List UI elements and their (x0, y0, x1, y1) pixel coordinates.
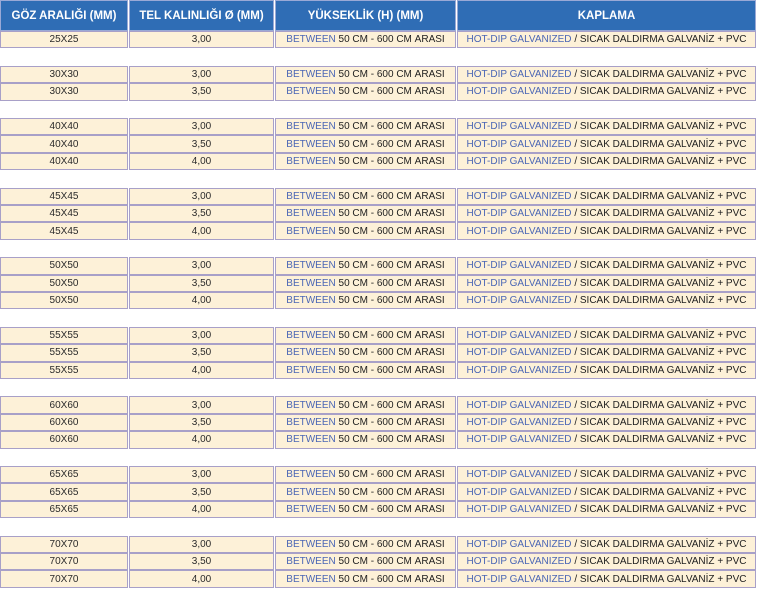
wire-thickness-cell: 4,00 (129, 570, 274, 587)
coating-cell (457, 501, 756, 518)
coating-separator: / (574, 503, 578, 515)
coating-cell (457, 292, 756, 309)
wire-thickness-cell: 3,00 (129, 66, 274, 83)
height-range: 50 CM - 600 CM (338, 347, 412, 359)
coating-separator: / (574, 86, 578, 98)
height-range: 50 CM - 600 CM (338, 121, 412, 133)
coating-turkish: SICAK DALDIRMA GALVANİZ + PVC (579, 556, 747, 568)
wire-thickness-cell: 3,50 (129, 275, 274, 292)
coating-separator: / (574, 260, 578, 272)
coating-turkish: SICAK DALDIRMA GALVANİZ + PVC (579, 469, 747, 481)
coating-separator: / (574, 121, 578, 133)
mesh-size-cell: 60X60 (0, 414, 128, 431)
mesh-size-cell: 60X60 (0, 431, 128, 448)
height-cell (275, 466, 456, 483)
mesh-size-cell: 65X65 (0, 483, 128, 500)
table-row (0, 570, 757, 587)
mesh-size-cell: 45X45 (0, 222, 128, 239)
height-suffix: ARASI (414, 556, 445, 568)
height-cell (275, 135, 456, 152)
coating-turkish: SICAK DALDIRMA GALVANİZ + PVC (579, 86, 747, 98)
table-row (0, 396, 757, 413)
table-row (0, 483, 757, 500)
mesh-size-cell: 40X40 (0, 153, 128, 170)
height-cell (275, 275, 456, 292)
height-suffix: ARASI (414, 399, 445, 411)
table-row (0, 257, 757, 274)
coating-separator: / (574, 329, 578, 341)
coating-english: HOT-DIP GALVANIZED (466, 486, 572, 498)
height-prefix: BETWEEN (286, 121, 336, 133)
coating-cell (457, 344, 756, 361)
height-cell (275, 188, 456, 205)
height-cell (275, 536, 456, 553)
height-cell (275, 66, 456, 83)
height-suffix: ARASI (414, 329, 445, 341)
height-cell (275, 501, 456, 518)
height-suffix: ARASI (414, 538, 445, 550)
coating-turkish: SICAK DALDIRMA GALVANİZ + PVC (579, 329, 747, 341)
height-range: 50 CM - 600 CM (338, 573, 412, 585)
height-prefix: BETWEEN (286, 416, 336, 428)
height-prefix: BETWEEN (286, 486, 336, 498)
height-suffix: ARASI (414, 347, 445, 359)
coating-turkish: SICAK DALDIRMA GALVANİZ + PVC (579, 416, 747, 428)
height-range: 50 CM - 600 CM (338, 486, 412, 498)
coating-cell (457, 327, 756, 344)
height-suffix: ARASI (414, 121, 445, 133)
height-cell (275, 257, 456, 274)
table-row (0, 292, 757, 309)
coating-turkish: SICAK DALDIRMA GALVANİZ + PVC (579, 295, 747, 307)
mesh-size-cell: 55X55 (0, 344, 128, 361)
height-prefix: BETWEEN (286, 138, 336, 150)
coating-english: HOT-DIP GALVANIZED (466, 556, 572, 568)
coating-separator: / (574, 190, 578, 202)
height-prefix: BETWEEN (286, 538, 336, 550)
coating-cell (457, 257, 756, 274)
coating-english: HOT-DIP GALVANIZED (466, 503, 572, 515)
height-prefix: BETWEEN (286, 329, 336, 341)
height-cell (275, 483, 456, 500)
height-cell (275, 83, 456, 100)
height-prefix: BETWEEN (286, 277, 336, 289)
height-cell (275, 553, 456, 570)
coating-cell (457, 31, 756, 48)
coating-turkish: SICAK DALDIRMA GALVANİZ + PVC (579, 486, 747, 498)
table-row (0, 31, 757, 48)
table-row (0, 135, 757, 152)
coating-cell (457, 135, 756, 152)
mesh-size-cell: 45X45 (0, 205, 128, 222)
table-row (0, 536, 757, 553)
height-prefix: BETWEEN (286, 155, 336, 167)
coating-separator: / (574, 68, 578, 80)
table-row (0, 501, 757, 518)
height-suffix: ARASI (414, 155, 445, 167)
coating-english: HOT-DIP GALVANIZED (466, 190, 572, 202)
coating-english: HOT-DIP GALVANIZED (466, 121, 572, 133)
wire-thickness-cell: 3,00 (129, 257, 274, 274)
coating-separator: / (574, 138, 578, 150)
coating-cell (457, 66, 756, 83)
table-row (0, 66, 757, 83)
height-range: 50 CM - 600 CM (338, 416, 412, 428)
mesh-size-cell: 45X45 (0, 188, 128, 205)
coating-turkish: SICAK DALDIRMA GALVANİZ + PVC (579, 347, 747, 359)
wire-thickness-cell: 4,00 (129, 362, 274, 379)
height-range: 50 CM - 600 CM (338, 295, 412, 307)
coating-cell (457, 536, 756, 553)
height-range: 50 CM - 600 CM (338, 190, 412, 202)
height-suffix: ARASI (414, 208, 445, 220)
height-prefix: BETWEEN (286, 364, 336, 376)
height-cell (275, 327, 456, 344)
height-suffix: ARASI (414, 486, 445, 498)
height-suffix: ARASI (414, 225, 445, 237)
coating-turkish: SICAK DALDIRMA GALVANİZ + PVC (579, 34, 747, 46)
coating-turkish: SICAK DALDIRMA GALVANİZ + PVC (579, 121, 747, 133)
coating-english: HOT-DIP GALVANIZED (466, 538, 572, 550)
coating-turkish: SICAK DALDIRMA GALVANİZ + PVC (579, 434, 747, 446)
height-cell (275, 396, 456, 413)
height-suffix: ARASI (414, 295, 445, 307)
coating-cell (457, 570, 756, 587)
mesh-size-cell: 65X65 (0, 501, 128, 518)
coating-separator: / (574, 208, 578, 220)
coating-cell (457, 205, 756, 222)
wire-thickness-cell: 3,00 (129, 31, 274, 48)
height-prefix: BETWEEN (286, 399, 336, 411)
wire-thickness-cell: 3,00 (129, 466, 274, 483)
coating-cell (457, 222, 756, 239)
height-prefix: BETWEEN (286, 503, 336, 515)
coating-separator: / (574, 556, 578, 568)
height-suffix: ARASI (414, 190, 445, 202)
height-suffix: ARASI (414, 364, 445, 376)
coating-separator: / (574, 364, 578, 376)
height-range: 50 CM - 600 CM (338, 469, 412, 481)
mesh-size-cell: 50X50 (0, 292, 128, 309)
height-prefix: BETWEEN (286, 260, 336, 272)
coating-cell (457, 83, 756, 100)
table-row (0, 83, 757, 100)
coating-english: HOT-DIP GALVANIZED (466, 364, 572, 376)
table-row (0, 466, 757, 483)
coating-english: HOT-DIP GALVANIZED (466, 329, 572, 341)
mesh-size-cell: 25X25 (0, 31, 128, 48)
mesh-size-cell: 50X50 (0, 257, 128, 274)
height-cell (275, 414, 456, 431)
wire-thickness-cell: 3,50 (129, 83, 274, 100)
height-cell (275, 222, 456, 239)
coating-turkish: SICAK DALDIRMA GALVANİZ + PVC (579, 225, 747, 237)
coating-cell (457, 118, 756, 135)
coating-turkish: SICAK DALDIRMA GALVANİZ + PVC (579, 138, 747, 150)
height-range: 50 CM - 600 CM (338, 556, 412, 568)
coating-cell (457, 483, 756, 500)
height-suffix: ARASI (414, 277, 445, 289)
height-range: 50 CM - 600 CM (338, 225, 412, 237)
height-suffix: ARASI (414, 138, 445, 150)
mesh-size-cell: 40X40 (0, 118, 128, 135)
height-cell (275, 570, 456, 587)
coating-cell (457, 188, 756, 205)
coating-separator: / (574, 225, 578, 237)
coating-english: HOT-DIP GALVANIZED (466, 434, 572, 446)
height-suffix: ARASI (414, 68, 445, 80)
height-prefix: BETWEEN (286, 208, 336, 220)
mesh-size-cell: 50X50 (0, 275, 128, 292)
coating-english: HOT-DIP GALVANIZED (466, 399, 572, 411)
coating-english: HOT-DIP GALVANIZED (466, 208, 572, 220)
wire-thickness-cell: 3,00 (129, 396, 274, 413)
height-cell (275, 362, 456, 379)
wire-thickness-cell: 3,00 (129, 536, 274, 553)
mesh-size-cell: 70X70 (0, 553, 128, 570)
coating-turkish: SICAK DALDIRMA GALVANİZ + PVC (579, 399, 747, 411)
height-prefix: BETWEEN (286, 434, 336, 446)
mesh-size-cell: 55X55 (0, 327, 128, 344)
coating-cell (457, 414, 756, 431)
height-range: 50 CM - 600 CM (338, 364, 412, 376)
height-range: 50 CM - 600 CM (338, 538, 412, 550)
height-suffix: ARASI (414, 469, 445, 481)
wire-thickness-cell: 3,50 (129, 553, 274, 570)
table-row (0, 205, 757, 222)
coating-turkish: SICAK DALDIRMA GALVANİZ + PVC (579, 503, 747, 515)
height-suffix: ARASI (414, 34, 445, 46)
mesh-size-cell: 65X65 (0, 466, 128, 483)
coating-english: HOT-DIP GALVANIZED (466, 155, 572, 167)
table-row (0, 414, 757, 431)
header-coating: KAPLAMA (457, 0, 756, 31)
wire-thickness-cell: 3,50 (129, 205, 274, 222)
table-row (0, 118, 757, 135)
height-range: 50 CM - 600 CM (338, 86, 412, 98)
coating-separator: / (574, 347, 578, 359)
coating-cell (457, 275, 756, 292)
header-mesh-size: GÖZ ARALIĞI (MM) (0, 0, 128, 31)
coating-turkish: SICAK DALDIRMA GALVANİZ + PVC (579, 538, 747, 550)
coating-turkish: SICAK DALDIRMA GALVANİZ + PVC (579, 208, 747, 220)
wire-thickness-cell: 3,00 (129, 327, 274, 344)
height-range: 50 CM - 600 CM (338, 260, 412, 272)
height-prefix: BETWEEN (286, 86, 336, 98)
height-suffix: ARASI (414, 434, 445, 446)
table-row (0, 431, 757, 448)
coating-turkish: SICAK DALDIRMA GALVANİZ + PVC (579, 573, 747, 585)
height-range: 50 CM - 600 CM (338, 208, 412, 220)
coating-english: HOT-DIP GALVANIZED (466, 68, 572, 80)
mesh-size-cell: 55X55 (0, 362, 128, 379)
coating-english: HOT-DIP GALVANIZED (466, 138, 572, 150)
coating-separator: / (574, 434, 578, 446)
height-suffix: ARASI (414, 86, 445, 98)
coating-english: HOT-DIP GALVANIZED (466, 347, 572, 359)
header-wire-thickness: TEL KALINLIĞI Ø (MM) (129, 0, 274, 31)
mesh-size-cell: 30X30 (0, 83, 128, 100)
coating-cell (457, 553, 756, 570)
wire-thickness-cell: 4,00 (129, 292, 274, 309)
coating-separator: / (574, 34, 578, 46)
coating-english: HOT-DIP GALVANIZED (466, 34, 572, 46)
coating-cell (457, 466, 756, 483)
height-suffix: ARASI (414, 573, 445, 585)
height-range: 50 CM - 600 CM (338, 155, 412, 167)
wire-thickness-cell: 4,00 (129, 153, 274, 170)
coating-separator: / (574, 399, 578, 411)
coating-turkish: SICAK DALDIRMA GALVANİZ + PVC (579, 260, 747, 272)
wire-thickness-cell: 3,50 (129, 344, 274, 361)
coating-english: HOT-DIP GALVANIZED (466, 295, 572, 307)
height-prefix: BETWEEN (286, 68, 336, 80)
coating-separator: / (574, 573, 578, 585)
height-cell (275, 292, 456, 309)
height-cell (275, 344, 456, 361)
table-row (0, 344, 757, 361)
height-range: 50 CM - 600 CM (338, 34, 412, 46)
coating-cell (457, 362, 756, 379)
mesh-size-cell: 70X70 (0, 536, 128, 553)
wire-thickness-cell: 4,00 (129, 222, 274, 239)
coating-english: HOT-DIP GALVANIZED (466, 469, 572, 481)
mesh-size-cell: 40X40 (0, 135, 128, 152)
mesh-size-cell: 70X70 (0, 570, 128, 587)
table-row (0, 362, 757, 379)
table-row (0, 222, 757, 239)
height-prefix: BETWEEN (286, 190, 336, 202)
height-cell (275, 205, 456, 222)
coating-english: HOT-DIP GALVANIZED (466, 573, 572, 585)
wire-thickness-cell: 3,50 (129, 414, 274, 431)
height-suffix: ARASI (414, 416, 445, 428)
table-row (0, 553, 757, 570)
coating-separator: / (574, 416, 578, 428)
wire-thickness-cell: 4,00 (129, 501, 274, 518)
height-prefix: BETWEEN (286, 225, 336, 237)
wire-thickness-cell: 4,00 (129, 431, 274, 448)
coating-english: HOT-DIP GALVANIZED (466, 260, 572, 272)
table-row (0, 188, 757, 205)
table-row (0, 275, 757, 292)
height-prefix: BETWEEN (286, 573, 336, 585)
coating-turkish: SICAK DALDIRMA GALVANİZ + PVC (579, 68, 747, 80)
height-prefix: BETWEEN (286, 295, 336, 307)
coating-separator: / (574, 155, 578, 167)
height-cell (275, 31, 456, 48)
coating-separator: / (574, 469, 578, 481)
wire-thickness-cell: 3,00 (129, 188, 274, 205)
height-range: 50 CM - 600 CM (338, 277, 412, 289)
height-prefix: BETWEEN (286, 347, 336, 359)
mesh-size-cell: 60X60 (0, 396, 128, 413)
height-cell (275, 431, 456, 448)
header-height: YÜKSEKLİK (H) (MM) (275, 0, 456, 31)
coating-turkish: SICAK DALDIRMA GALVANİZ + PVC (579, 190, 747, 202)
height-range: 50 CM - 600 CM (338, 329, 412, 341)
height-suffix: ARASI (414, 503, 445, 515)
coating-separator: / (574, 277, 578, 289)
table-row (0, 327, 757, 344)
height-range: 50 CM - 600 CM (338, 399, 412, 411)
height-cell (275, 153, 456, 170)
coating-english: HOT-DIP GALVANIZED (466, 277, 572, 289)
coating-turkish: SICAK DALDIRMA GALVANİZ + PVC (579, 364, 747, 376)
coating-cell (457, 153, 756, 170)
coating-separator: / (574, 295, 578, 307)
coating-turkish: SICAK DALDIRMA GALVANİZ + PVC (579, 277, 747, 289)
wire-thickness-cell: 3,50 (129, 135, 274, 152)
height-prefix: BETWEEN (286, 469, 336, 481)
height-prefix: BETWEEN (286, 34, 336, 46)
height-cell (275, 118, 456, 135)
coating-english: HOT-DIP GALVANIZED (466, 416, 572, 428)
height-range: 50 CM - 600 CM (338, 68, 412, 80)
mesh-size-cell: 30X30 (0, 66, 128, 83)
coating-english: HOT-DIP GALVANIZED (466, 86, 572, 98)
coating-separator: / (574, 486, 578, 498)
coating-english: HOT-DIP GALVANIZED (466, 225, 572, 237)
coating-cell (457, 396, 756, 413)
height-range: 50 CM - 600 CM (338, 434, 412, 446)
coating-cell (457, 431, 756, 448)
height-suffix: ARASI (414, 260, 445, 272)
height-range: 50 CM - 600 CM (338, 138, 412, 150)
wire-thickness-cell: 3,00 (129, 118, 274, 135)
coating-separator: / (574, 538, 578, 550)
table-header-row (0, 0, 757, 31)
height-range: 50 CM - 600 CM (338, 503, 412, 515)
wire-thickness-cell: 3,50 (129, 483, 274, 500)
coating-turkish: SICAK DALDIRMA GALVANİZ + PVC (579, 155, 747, 167)
table-row (0, 153, 757, 170)
height-prefix: BETWEEN (286, 556, 336, 568)
